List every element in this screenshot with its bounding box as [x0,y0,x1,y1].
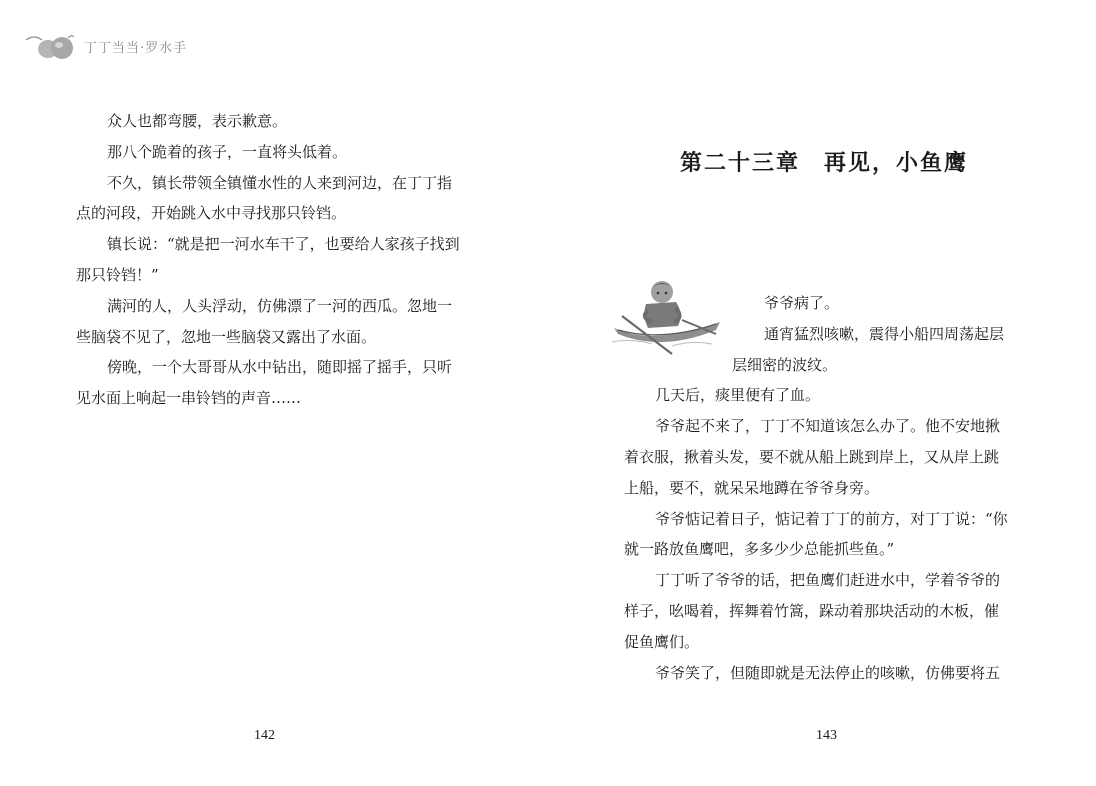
text-line: 着衣服，揪着头发，要不就从船上跳到岸上，又从岸上跳 [624,447,1000,466]
left-body-text [76,106,476,414]
chapter-title: 第二十三章 再见，小鱼鹰 [680,150,969,176]
running-header [24,28,187,64]
text-line: 满河的人，人头浮动，仿佛漂了一河的西瓜。忽地一 [107,296,453,315]
gourd-logo-icon [24,30,78,62]
text-line: 些脑袋不见了，忽地一些脑袋又露出了水面。 [76,327,377,346]
text-line: 不久，镇长带领全镇懂水性的人来到河边，在丁丁指 [107,173,453,192]
text-line: 众人也都弯腰，表示歉意。 [107,112,288,130]
text-line: 见水面上响起一串铃铛的声音…… [76,389,302,408]
text-line: 那八个跪着的孩子，一直将头低着。 [107,142,348,161]
text-line: 点的河段，开始跳入水中寻找那只铃铛。 [76,204,347,223]
text-line: 爷爷病了。 [764,294,840,312]
text-line: 就一路放鱼鹰吧，多多少少总能抓些鱼。” [624,540,895,559]
series-title: 丁丁当当·罗水手 [84,40,188,56]
text-line: 层细密的波纹。 [732,355,838,374]
text-line: 镇长说：“就是把一河水车干了，也要给人家孩子找到 [107,235,460,254]
text-line: 傍晚，一个大哥哥从水中钻出，随即摇了摇手，只听 [107,358,453,377]
text-line: 爷爷惦记着日子，惦记着丁丁的前方，对丁丁说：“你 [655,509,1008,528]
text-line: 上船，要不，就呆呆地蹲在爷爷身旁。 [624,478,880,497]
text-line: 通宵猛烈咳嗽，震得小船四周荡起层 [764,324,1005,343]
page-number-right: 143 [816,728,837,743]
text-line: 爷爷起不来了，丁丁不知道该怎么办了。他不安地揪 [655,417,1001,436]
page-number-left: 142 [254,728,275,743]
text-line: 几天后，痰里便有了血。 [655,386,821,405]
text-line: 那只铃铛！” [76,265,159,284]
text-line: 丁丁听了爷爷的话，把鱼鹰们赶进水中，学着爷爷的 [655,571,1001,590]
text-line: 样子，吆喝着，挥舞着竹篙，跺动着那块活动的木板，催 [624,601,1000,620]
text-line: 爷爷笑了，但随即就是无法停止的咳嗽，仿佛要将五 [655,663,1001,682]
right-body-text [624,288,1024,688]
text-line: 促鱼鹰们。 [624,632,700,651]
